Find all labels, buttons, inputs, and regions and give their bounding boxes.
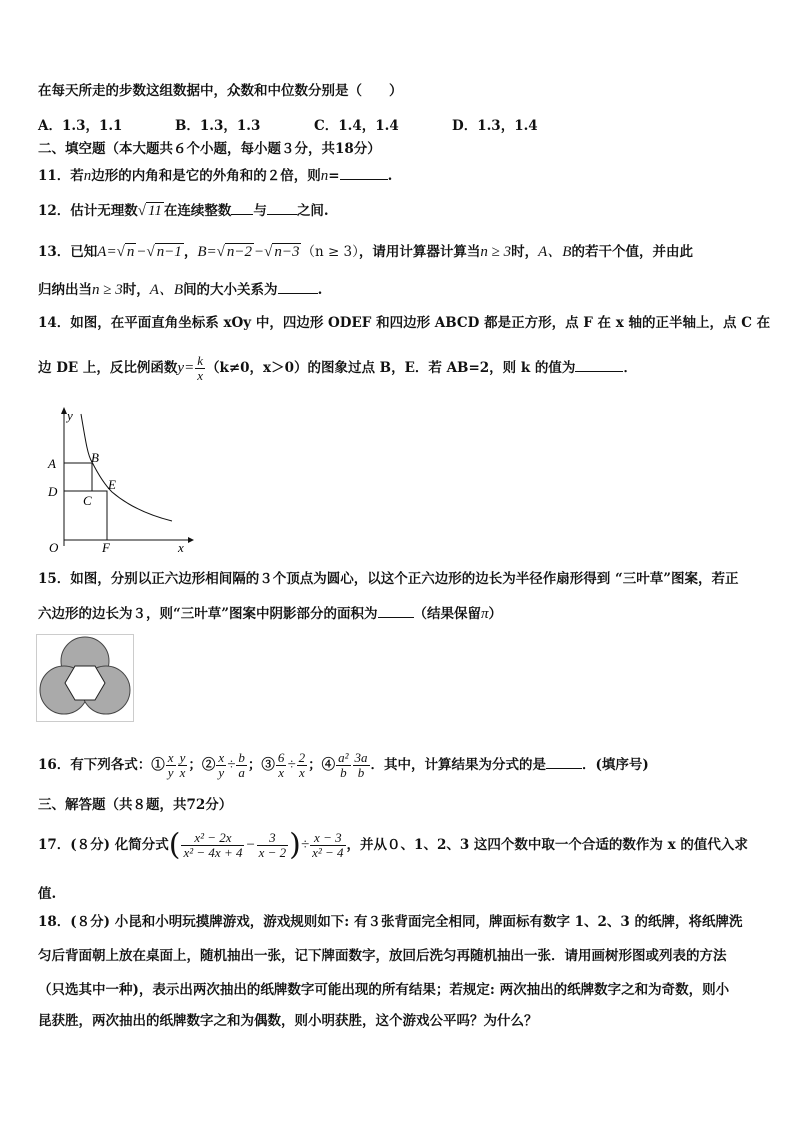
- q14-figure: [36, 404, 196, 556]
- q16-a: 16．有下列各式：①: [38, 757, 165, 773]
- q17-paren-close: ): [289, 827, 301, 863]
- q16-f1-den: y: [167, 765, 174, 780]
- q15-line2b: （结果保留: [413, 606, 482, 622]
- section3-title: 三、解答题（共８题，共72分）: [38, 797, 233, 813]
- q11-b: 边形的内角和是它的外角和的２倍，则: [91, 168, 321, 184]
- q16-f1-num: x: [167, 750, 174, 765]
- q17-f2-num: 3: [257, 831, 289, 846]
- q16-f4: [236, 751, 247, 780]
- label-D: D: [48, 484, 58, 499]
- label-A: A: [48, 456, 56, 471]
- q16-s3: ；④: [308, 757, 336, 773]
- q13-cond2-b: n ≥ 3: [92, 282, 123, 298]
- square-abcd: [64, 463, 92, 491]
- q12: [38, 200, 329, 221]
- q13-eq-2: =: [206, 244, 217, 260]
- q18-line2: 匀后背面朝上放在桌面上，随机抽出一张，记下牌面数字，放回后洗匀再随机抽出一张．请用画树形图或列表的方法: [38, 948, 727, 964]
- q13-B: B: [197, 244, 207, 260]
- hyperbola-curve: [81, 414, 172, 521]
- q13-sqrt-2: √ n−1: [146, 244, 182, 260]
- q13-line2e: .: [317, 282, 323, 298]
- q17-f1-num: x² − 2x: [181, 831, 244, 846]
- q16-s1: ；②: [188, 757, 216, 773]
- q12-c: 与: [253, 203, 267, 219]
- q13-line2a: 归纳出当: [38, 282, 92, 298]
- q16-f3-num: x: [218, 750, 225, 765]
- q12-b: 在连续整数: [163, 203, 232, 219]
- q13-radicand-3: n−2: [226, 244, 252, 260]
- q13-line2b: 时，: [122, 282, 150, 298]
- q13-line2d: 间的大小关系为: [183, 282, 278, 298]
- q12-d: 之间.: [296, 203, 329, 219]
- q13-eq: =: [106, 244, 117, 260]
- q16-b: ．其中，计算结果为分式的是: [370, 757, 547, 773]
- q17-line1: [38, 828, 748, 863]
- q17-f2-den: x − 2: [258, 845, 287, 860]
- q11-n: n: [83, 168, 92, 184]
- q12-blank-2[interactable]: [267, 200, 297, 215]
- q12-sqrt: √ 11: [137, 203, 162, 219]
- q14-num: k: [197, 353, 203, 368]
- q13-sqrt-1: √ n: [116, 244, 135, 260]
- x-axis-arrow-icon: [188, 537, 194, 543]
- q13-blank[interactable]: [278, 279, 318, 294]
- q11-a: 11．若: [38, 168, 84, 184]
- q16-f7: [336, 751, 350, 780]
- q13-d: 的若干个值，并由此: [571, 244, 693, 260]
- q14-fraction: [195, 354, 205, 383]
- q16-f8-den: b: [357, 765, 365, 780]
- q17-f2: [257, 831, 289, 860]
- q13-A: A: [97, 244, 107, 260]
- label-C: C: [83, 493, 92, 508]
- q11-c: =: [328, 168, 340, 184]
- q17-div: ÷: [300, 837, 310, 853]
- q13-sqrt-4: √ n−3: [264, 244, 300, 260]
- q16-div-1: ÷: [227, 757, 236, 773]
- q14-den: x: [197, 368, 203, 383]
- q16: [38, 750, 649, 780]
- q13-radicand-4: n−3: [274, 244, 300, 260]
- q12-a: 12．估计无理数: [38, 203, 138, 219]
- q17-line2: 值.: [38, 886, 57, 902]
- q17-f3-num: x − 3: [310, 831, 345, 846]
- label-x: x: [178, 540, 184, 555]
- label-E: E: [108, 477, 116, 492]
- q16-f6-num: 2: [298, 750, 306, 765]
- q12-radicand: 11: [148, 203, 162, 219]
- q16-f3-den: y: [218, 765, 225, 780]
- q11-n2: n: [320, 168, 329, 184]
- label-O: O: [49, 540, 59, 555]
- q13-sqrt-3: √ n−2: [216, 244, 252, 260]
- q13-comma: ，: [183, 244, 198, 260]
- q16-f4-den: a: [238, 765, 245, 780]
- q18-line1: 18．(８分) 小昆和小明玩摸牌游戏，游戏规则如下: 有３张背面完全相同，牌面标有数字 1、2、3 的纸牌，将纸牌洗: [38, 914, 743, 930]
- q10-option-c: C．1.4，1.4: [314, 118, 399, 134]
- q13-b: ，请用计算器计算当: [358, 244, 481, 260]
- q16-c: ．(填序号): [582, 757, 649, 773]
- q15-pi: π: [481, 606, 489, 622]
- q11: [38, 165, 392, 186]
- q10-stem: 在每天所走的步数这组数据中，众数和中位数分别是（ ）: [38, 83, 403, 99]
- q16-f2-num: y: [179, 750, 186, 765]
- q15-figure: [36, 634, 134, 722]
- q13-line2c: A、B: [149, 282, 184, 298]
- q17-b: ，并从０、1、2、3 这四个数中取一个合适的数作为 x 的值代入求: [346, 837, 748, 853]
- q16-f5-num: 6: [277, 750, 285, 765]
- q16-f2-den: x: [179, 765, 186, 780]
- q16-f8: [353, 751, 370, 780]
- q13-c: 时，: [511, 244, 539, 260]
- q17-a: 17．(８分) 化简分式: [38, 837, 169, 853]
- q16-s2: ；③: [247, 757, 275, 773]
- q16-f2: [178, 751, 188, 780]
- q17-paren-open: (: [168, 827, 181, 863]
- label-B: B: [91, 450, 99, 465]
- q13-minus-2: −: [253, 244, 265, 260]
- q11-end: .: [387, 168, 393, 184]
- q16-f6: [297, 751, 308, 780]
- q16-f6-den: x: [298, 765, 305, 780]
- q14-line2c: ．: [623, 360, 637, 376]
- q15-line2: [38, 603, 502, 624]
- q14-eq: =: [184, 360, 195, 376]
- q16-f5: [276, 751, 287, 780]
- q10-option-d: D．1.3，1.4: [452, 118, 538, 134]
- q14-blank[interactable]: [575, 357, 623, 372]
- q14-y: y: [177, 360, 185, 376]
- q17-f1-den: x² − 4x + 4: [183, 845, 243, 860]
- q15-line2a: 六边形的边长为３，则“三叶草”图案中阴影部分的面积为: [38, 606, 378, 622]
- q16-f4-num: b: [238, 750, 245, 765]
- q13-radicand-2: n−1: [156, 244, 182, 260]
- q18-line4: 昆获胜，两次抽出的纸牌数字之和为偶数，则小明获胜，这个游戏公平吗？为什么？: [38, 1013, 538, 1029]
- q16-div-2: ÷: [287, 757, 296, 773]
- section2-title: 二、填空题（本大题共６个小题，每小题３分，共18分）: [38, 141, 381, 157]
- q10-option-b: B．1.3，1.3: [175, 118, 261, 134]
- q17-f3: [310, 831, 345, 860]
- q13-minus-1: −: [136, 244, 147, 260]
- q14-line2: [38, 354, 637, 383]
- q18-line3: （只选其中一种)，表示出两次抽出的纸牌数字可能出现的所有结果；若规定: 两次抽出的纸牌数字之和为奇数，则小: [38, 982, 730, 998]
- label-y: y: [67, 408, 73, 423]
- q15-line2c: ）: [488, 606, 503, 622]
- q16-f8-num: 3a: [354, 750, 368, 765]
- q10-option-a: A．1.3，1.1: [38, 118, 123, 134]
- q15-line1: 15．如图，分别以正六边形相间隔的３个顶点为圆心，以这个正六边形的边长为半径作扇形得到 “三叶草”图案，若正: [38, 571, 739, 587]
- q14-line2a: 边 DE 上，反比例函数: [38, 360, 178, 376]
- q16-f3: [216, 751, 226, 780]
- q16-blank[interactable]: [546, 754, 582, 769]
- q15-blank[interactable]: [378, 603, 414, 618]
- q13-cond2: n ≥ 3: [480, 244, 512, 260]
- q13-a: 13．已知: [38, 244, 98, 260]
- q14-line1: 14．如图，在平面直角坐标系 xOy 中，四边形 ODEF 和四边形 ABCD 都是正方形，点 F 在 x 轴的正半轴上，点 C 在: [38, 315, 771, 331]
- q13-cond: （n ≥ 3）: [301, 244, 359, 260]
- q17-f3-den: x² − 4: [312, 845, 344, 860]
- q14-line2b: （k≠0，x＞0）的图象过点 B，E．若 AB=2，则 k 的值为: [205, 360, 576, 376]
- q16-f7-num: a²: [338, 750, 349, 765]
- q17-f1: [181, 831, 244, 860]
- q13-AB: A、B: [538, 244, 572, 260]
- q13-line2: [38, 279, 322, 300]
- label-F: F: [102, 540, 110, 555]
- q11-blank[interactable]: [340, 165, 388, 180]
- q16-f5-den: x: [278, 765, 285, 780]
- q13-radicand-1: n: [126, 244, 135, 260]
- q16-f7-den: b: [340, 765, 347, 780]
- q13-line1: [38, 242, 693, 262]
- q17-minus: −: [245, 837, 256, 853]
- q16-f1: [166, 751, 176, 780]
- q12-blank-1[interactable]: [231, 200, 253, 215]
